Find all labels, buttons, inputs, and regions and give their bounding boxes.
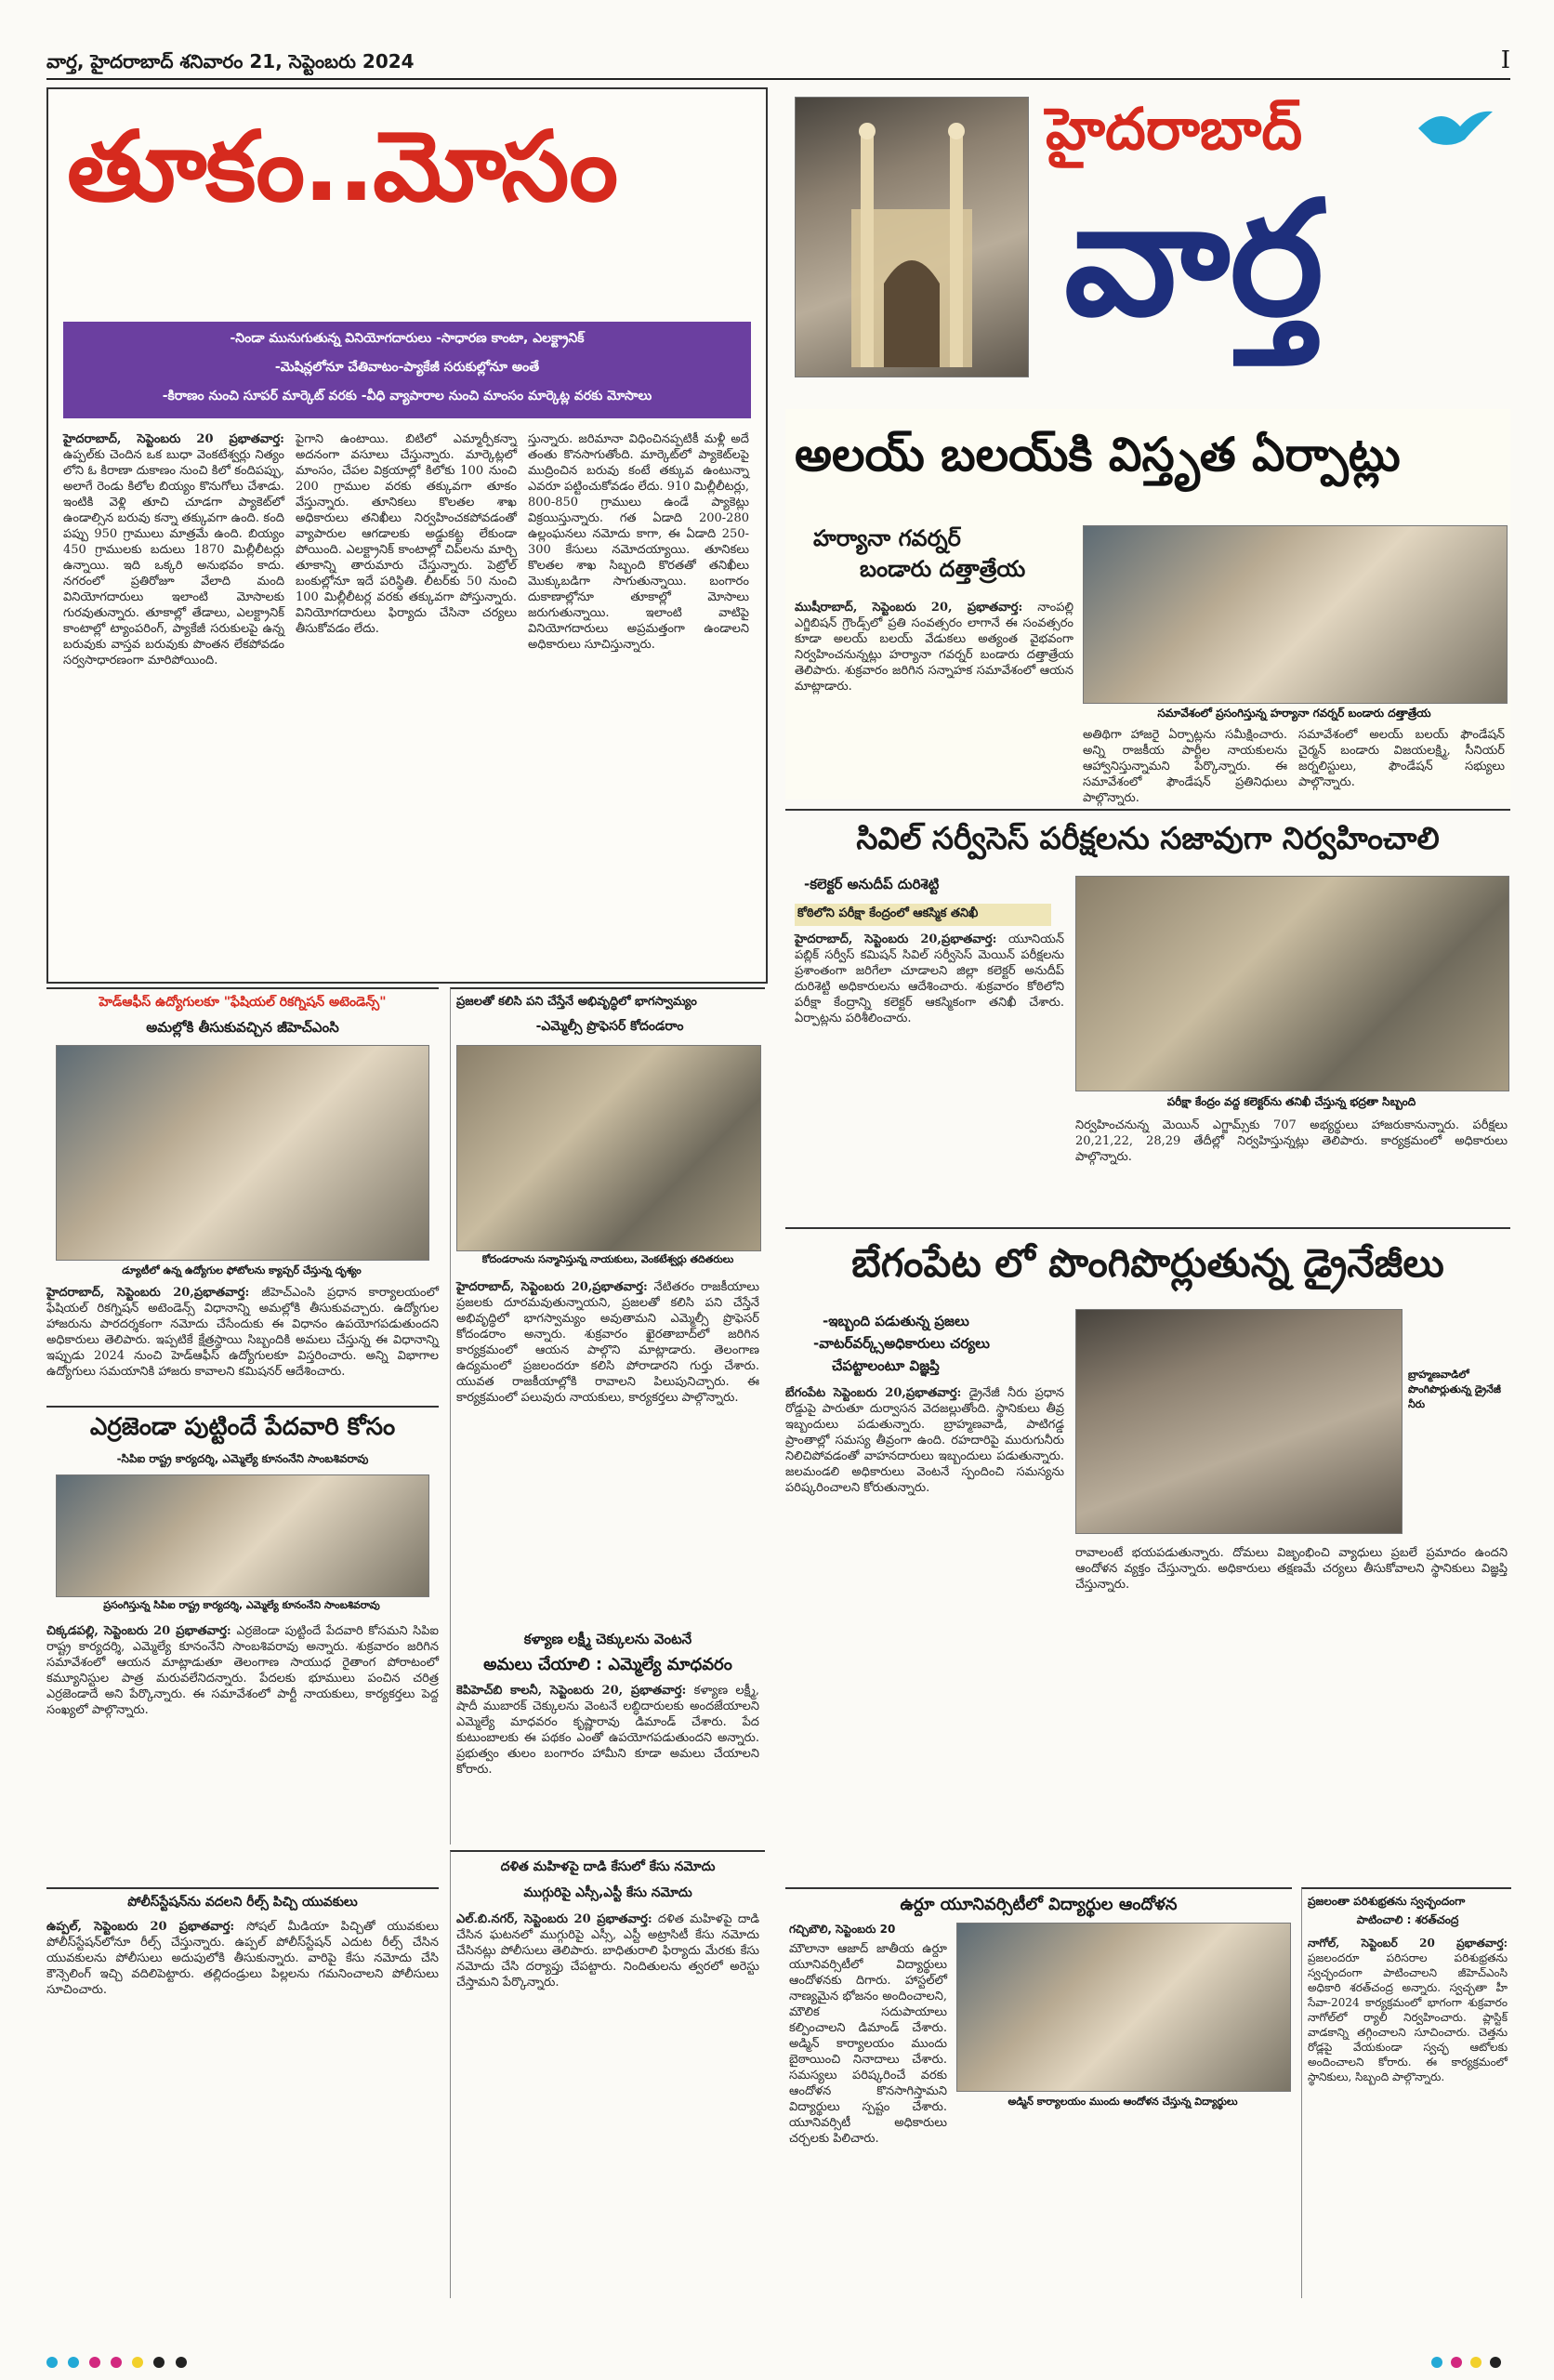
header-dateline: వార్త, హైదరాబాద్ శనివారం 21, సెప్టెంబరు 2024 bbox=[46, 50, 415, 73]
color-registration-bar-right bbox=[1431, 2354, 1510, 2369]
facial-headline: హెడ్ఆఫీస్ ఉద్యోగులకూ "ఫేషియల్ రికగ్నిషన్ అటెండెన్స్" bbox=[99, 995, 387, 1010]
masthead-city: హైదరాబాద్ bbox=[1046, 95, 1303, 163]
kalyana-text bbox=[456, 1683, 759, 1841]
lead-story bbox=[46, 87, 768, 984]
lead-col-2: పైగాని ఉంటాయి. బిటిలో ఎమ్మార్పీకన్నా అదనంగా వసూలు చేస్తున్నారు. మార్కెట్లలో మాంసం, చేపల విక్రయాల్లో కిలోకు 100 నుంచి 200 గ్రాముల వరకు తక్కువగా తూకం వేస్తున్నారు. తూనికలు కొలతల శాఖ అధికారులు తనిఖీలు నిర్వహించకపోవడంతో వ్యాపారుల ఆగడాలకు అడ్డుకట్ట లేకుండా పోయింది. ఎలక్ట్రానిక్ కాంటాల్లో చిప్‌లను మార్చి తూకాన్ని తారుమారు చేస్తున్నారు. పెట్రోల్ బంకుల్లోనూ ఇదే పరిస్థితి. లీటర్‌కు 50 నుంచి 100 మిల్లీలీటర్ల వరకు తక్కువగా పోస్తున్నారు. వినియోగదారులు ఫిర్యాదు చేసినా చర్యలు తీసుకోవడం లేదు. bbox=[296, 432, 517, 636]
bhasya-story bbox=[450, 987, 765, 1844]
praja-story bbox=[1301, 1887, 1511, 2298]
red-sub: -సిపిఐ రాష్ట్ర కార్యదర్శి, ఎమ్మెల్యే కూనంనేని సాంబశివరావు bbox=[116, 1452, 369, 1465]
black-dot bbox=[153, 2357, 165, 2368]
cyan-dot bbox=[46, 2357, 58, 2368]
lead-col-3: స్తున్నారు. జరిమానా విధించినప్పటికీ మళ్లీ అదే తంతు కొనసాగుతోంది. మార్కెట్‌లో ప్యాకెట్‌లపై ముద్రించిన బరువు కంటే తక్కువ ఉంటున్నా ఎవరూ పట్టించుకోవడం లేదు. 910 మిల్లీలీటర్లు, 800-850 గ్రాములు ఉండే ప్యాకెట్లు విక్రయిస్తున్నారు. గత ఏడాది 200-280 ఉల్లంఘనలు నమోదు కాగా, ఈ ఏడాది 250-300 కేసులు నమోదయ్యాయి. తూనికలు కొలతల శాఖ సిబ్బంది కొరతతో తనిఖీలు మొక్కుబడిగా సాగుతున్నాయి. బంగారం దుకాణాల్లోనూ తూకాల్లో మోసాలు జరుగుతున్నాయి. ఇలాంటి వాటిపై వినియోగదారులు అప్రమత్తంగా ఉండాలని అధికారులు సూచిస్తున్నారు. bbox=[528, 432, 749, 652]
lead-col-1-text: ఉప్పల్‌కు చెందిన ఒక బుధా వెంకటేశ్వర్లు నిత్యం లోని ఓ కిరాణా దుకాణం నుంచి కిలో కందిపప్పు, అలాగే రెండు కిలోల బియ్యం కొనుగోలు చేశాడు. ఇంటికి వెళ్లి తూచి చూడగా ప్యాకెట్‌లో ఉండాల్సిన బరువు కన్నా తక్కువగా ఉంది. కంది పప్పు 950 గ్రాములు మాత్రమే ఉంది. బియ్యం 450 గ్రాములకు బదులు 1870 మిల్లీలీటర్లు ఉన్నాయి. ఇది ఒక్కరి అనుభవం కాదు. నగరంలో ప్రతిరోజూ వేలాది మంది వినియోగదారులు ఇలాంటి మోసాలకు గురవుతున్నారు. తూకాల్లో తేడాలు, ఎలక్ట్రానిక్ కాంటాల్లో ట్యాంపరింగ్, ప్యాకేజీ సరుకులపై ఉన్న బరువుకు వాస్తవ బరువుకు పొంతన లేకపోవడం సర్వసాధారణంగా మారిపోయింది. bbox=[63, 448, 284, 668]
civil-text bbox=[795, 932, 1064, 1210]
alai-photo bbox=[1083, 525, 1508, 704]
dalitha-story bbox=[450, 1850, 765, 2298]
urdu-dateline: గచ్చిబౌలి, సెప్టెంబరు 20 bbox=[789, 1923, 896, 1936]
cyan-dot bbox=[68, 2357, 79, 2368]
kalyana-dateline: కెపిహెచ్‌బి కాలనీ, సెప్టెంబరు 20, ప్రభాతవార్త: bbox=[456, 1684, 687, 1698]
bhasya-sub: -ఎమ్మెల్సీ ప్రొఫెసర్ కోదండరాం bbox=[535, 1019, 684, 1034]
begumpet-sub-1: -ఇబ్బంది పడుతున్న ప్రజలు bbox=[823, 1313, 969, 1329]
alai-headline: అలయ్ బలయ్‌కి విస్తృత ఏర్పాట్లు bbox=[795, 428, 1401, 482]
yellow-dot bbox=[132, 2357, 143, 2368]
bhasya-text-body: నేటితరం రాజకీయాలు ప్రజలకు దూరమవుతున్నాయని, ప్రజలతో కలిసి పని చేస్తేనే అభివృద్ధిలో భాగస్వామ్యం అవుతామని ఎమ్మెల్సీ ప్రొఫెసర్ కోదండరాం అన్నారు. శుక్రవారం ఖైరతాబాద్‌లో జరిగిన కార్యక్రమంలో ఆయన పాల్గొని మాట్లాడారు. తెలంగాణ ఉద్యమంలో ప్రజలందరూ కలిసి పోరాడారని గుర్తు చేశారు. యువత రాజకీయాల్లోకి రావాలని పిలుపునిచ్చారు. ఈ కార్యక్రమంలో పలువురు నాయకులు, కార్యకర్తలు పాల్గొన్నారు. bbox=[456, 1280, 759, 1405]
civil-caption: పరీక్షా కేంద్రం వద్ద కలెక్టర్‌ను తనిఖీ చేస్తున్న భద్రతా సిబ్బంది bbox=[1166, 1095, 1416, 1108]
lead-subhead-2: -మెషిన్లలోనూ చేతివాటం-ప్యాకేజీ సరుకుల్లోనూ అంతే bbox=[274, 360, 540, 375]
dalitha-dateline: ఎల్.బి.నగర్, సెప్టెంబరు 20 ప్రభాతవార్త: bbox=[456, 1912, 652, 1926]
facial-dateline: హైదరాబాద్, సెప్టెంబరు 20,ప్రభాతవార్త: bbox=[46, 1286, 250, 1300]
lead-headline: తూకం..మోసం bbox=[67, 110, 617, 223]
civil-kicker: -కలెక్టర్ అనుదీప్ దురిశెట్టి bbox=[804, 876, 940, 892]
red-photo bbox=[56, 1474, 429, 1597]
red-text bbox=[46, 1623, 439, 1876]
magenta-dot bbox=[111, 2357, 122, 2368]
begumpet-text-body: డ్రైనేజీ నీరు ప్రధాన రోడ్డుపై పారుతూ దుర్వాసన వెదజల్లుతోంది. స్థానికులు తీవ్ర ఇబ్బందులు పడుతున్నారు. బ్రాహ్మణవాడి, పాటిగడ్డ ప్రాంతాల్లో సమస్య తీవ్రంగా ఉంది. రహదారిపై మురుగునీరు నిలిచిపోవడంతో వాహనదారులు ఇబ్బందులు పడుతున్నారు. జలమండలి అధికారులు వెంటనే స్పందించి సమస్యను పరిష్కరించాలని కోరుతున్నారు. bbox=[785, 1386, 1064, 1495]
lead-subhead-box bbox=[63, 322, 751, 418]
facial-caption: డ్యూటీలో ఉన్న ఉద్యోగుల ఫోటోలను క్యాప్చర్ చేస్తున్న దృశ్యం bbox=[122, 1264, 362, 1276]
facial-text-body: జీహెచ్ఎంసి ప్రధాన కార్యాలయంలో ఫేషియల్ రికగ్నిషన్ అటెండెన్స్ విధానాన్ని అమల్లోకి తీసుకువచ్చారు. ఉద్యోగుల హాజరును పారదర్శకంగా నమోదు చేసేందుకు ఈ విధానం ఉపయోగపడుతుందని అధికారులు తెలిపారు. ఇప్పటికే క్షేత్రస్థాయి సిబ్బందికి అమలు చేస్తున్న ఈ విధానాన్ని ఇప్పుడు 2024 నుంచి హెడ్ఆఫీస్ ఉద్యోగులకూ విస్తరించారు. అన్ని విభాగాల ఉద్యోగులు సమయానికి హాజరు కావాలని కమిషనర్ ఆదేశించారు. bbox=[46, 1286, 439, 1379]
civil-photo bbox=[1075, 876, 1509, 1091]
begumpet-text bbox=[785, 1385, 1064, 1869]
bhasya-dateline: హైదరాబాద్, సెప్టెంబరు 20,ప్రభాతవార్త: bbox=[456, 1280, 648, 1294]
masthead bbox=[785, 87, 1510, 394]
praja-text bbox=[1308, 1936, 1508, 2294]
dalitha-text bbox=[456, 1911, 759, 2283]
kalyana-text-body: కళ్యాణ లక్ష్మీ, షాదీ ముబారక్ చెక్కులను వెంటనే లబ్ధిదారులకు అందజేయాలని ఎమ్మెల్యే మాధవరం కృష్ణారావు డిమాండ్ చేశారు. పేద కుటుంబాలకు ఈ పథకం ఎంతో ఉపయోగపడుతుందని అన్నారు. ప్రభుత్వం తులం బంగారం హామీని కూడా అమలు చేయాలని కోరారు. bbox=[456, 1684, 759, 1777]
facial-story bbox=[46, 987, 439, 1402]
bhasya-caption: కోదండరాంను సన్మానిస్తున్న నాయకులు, వెంకటేశ్వర్లు తదితరులు bbox=[481, 1253, 734, 1265]
alai-caption: సమావేశంలో ప్రసంగిస్తున్న హర్యానా గవర్నర్ బండారు దత్తాత్రేయ bbox=[1157, 707, 1431, 720]
begumpet-text-2: రావాలంటే భయపడుతున్నారు. దోమలు విజృంభించి వ్యాధులు ప్రబలే ప్రమాదం ఉందని ఆందోళన వ్యక్తం చేస్తున్నారు. అధికారులు తక్షణమే చర్యలు తీసుకోవాలని స్థానికులు విజ్ఞప్తి చేస్తున్నారు. bbox=[1075, 1546, 1508, 1592]
alai-dateline: ముషీరాబాద్, సెప్టెంబరు 20, ప్రభాతవార్త: bbox=[795, 601, 1023, 615]
red-caption: ప్రసంగిస్తున్న సిపిఐ రాష్ట్ర కార్యదర్శి, ఎమ్మెల్యే కూనంనేని సాంబశివరావు bbox=[103, 1599, 380, 1611]
alai-kicker-2: బండారు దత్తాత్రేయ bbox=[860, 556, 1026, 582]
urdu-photo bbox=[956, 1923, 1291, 2092]
color-registration-bar bbox=[46, 2354, 1510, 2369]
civil-headline: సివిల్ సర్వీసెస్ పరీక్షలను సజావుగా నిర్వహించాలి bbox=[856, 820, 1440, 856]
yellow-dot bbox=[1470, 2357, 1482, 2368]
charminar-icon bbox=[796, 98, 1028, 377]
page-number: I bbox=[1500, 46, 1510, 74]
police-headline: పోలీస్‌స్టేషన్‌ను వదలని రీల్స్ పిచ్చి యువకులు bbox=[127, 1895, 358, 1910]
praja-headline-1: ప్రజలంతా పరిశుభ్రతను స్వచ్ఛందంగా bbox=[1308, 1895, 1466, 1908]
dalitha-sub: ముగ్గురిపై ఎస్సీ,ఎస్టీ కేసు నమోదు bbox=[523, 1885, 692, 1900]
kalyana-headline-2: అమలు చేయాలి : ఎమ్మెల్యే మాధవరం bbox=[483, 1655, 732, 1674]
begumpet-story bbox=[785, 1227, 1510, 1880]
civil-text-body: యూనియన్ పబ్లిక్ సర్వీస్ కమిషన్ సివిల్ సర్వీసెస్ మెయిన్ పరీక్షలను ప్రశాంతంగా జరిగేలా చూడాలని జిల్లా కలెక్టర్ అనుదీప్ దురిశెట్టి అధికారులను ఆదేశించారు. శుక్రవారం కోఠిలోని పరీక్షా కేంద్రాన్ని కలెక్టర్ ఆకస్మికంగా తనిఖీ చేశారు. ఏర్పాట్లను పరిశీలించారు. bbox=[795, 932, 1064, 1025]
bhasya-photo bbox=[456, 1045, 761, 1251]
urdu-headline: ఉర్దూ యూనివర్సిటీలో విద్యార్థుల ఆందోళన bbox=[900, 1895, 1178, 1914]
masthead-title: వార్త bbox=[1064, 167, 1324, 351]
civil-story bbox=[785, 809, 1510, 1220]
begumpet-dateline: బేగంపేట సెప్టెంబరు 20,ప్రభాతవార్త: bbox=[785, 1386, 962, 1400]
black-dot bbox=[176, 2357, 187, 2368]
dalitha-headline: దళిత మహిళపై దాడి కేసులో కేసు నమోదు bbox=[500, 1859, 716, 1874]
begumpet-headline: బేగంపేట లో పొంగిపొర్లుతున్న డ్రైనేజీలు bbox=[851, 1240, 1444, 1286]
begumpet-photo bbox=[1075, 1309, 1403, 1534]
police-story bbox=[46, 1887, 439, 2298]
alai-story bbox=[785, 409, 1510, 805]
lead-subhead-1: -నిండా మునుగుతున్న వినియోగదారులు -సాధారణ కాంటా, ఎలక్ట్రానిక్ bbox=[230, 331, 585, 346]
red-headline: ఎర్రజెండా పుట్టిందే పేదవారి కోసం bbox=[89, 1413, 396, 1441]
civil-subkicker: కోఠిలోని పరీక్షా కేంద్రంలో ఆకస్మిక తనిఖీ bbox=[795, 904, 1051, 926]
police-text-body: సోషల్ మీడియా పిచ్చితో యువకులు పోలీస్‌స్టేషన్‌లోనూ రీల్స్ చేస్తున్నారు. ఉప్పల్ పోలీస్‌స్టేషన్ ఎదుట రీల్స్ చేసిన యువకులను పోలీసులు అదుపులోకి తీసుకున్నారు. వారిపై కేసు నమోదు చేసి కౌన్సెలింగ్ ఇచ్చి వదిలిపెట్టారు. తల్లిదండ్రులు పిల్లలను గమనించాలని పోలీసులు సూచించారు. bbox=[46, 1920, 440, 1997]
bhasya-text bbox=[456, 1279, 759, 1651]
police-text bbox=[46, 1919, 439, 2291]
facial-photo bbox=[56, 1045, 429, 1261]
urdu-text: మౌలానా ఆజాద్ జాతీయ ఉర్దూ యూనివర్సిటీలో విద్యార్థులు ఆందోళనకు దిగారు. హాస్టల్‌లో నాణ్యమైన భోజనం అందించాలని, మౌలిక సదుపాయాలు కల్పించాలని డిమాండ్ చేశారు. అడ్మిన్ కార్యాలయం ముందు బైఠాయించి నినాదాలు చేశారు. సమస్యలు పరిష్కరించే వరకు ఆందోళన కొనసాగిస్తామని విద్యార్థులు స్పష్టం చేశారు. యూనివర్సిటీ అధికారులు చర్చలకు పిలిచారు. bbox=[789, 1942, 947, 2146]
bhasya-headline: ప్రజలతో కలిసి పని చేస్తేనే అభివృద్ధిలో భాగస్వామ్యం bbox=[456, 995, 697, 1009]
page-header bbox=[46, 46, 1510, 80]
red-dateline: చిక్కడపల్లి, సెప్టెంబరు 20 ప్రభాతవార్త: bbox=[46, 1624, 231, 1638]
civil-text-2: నిర్వహించనున్న మెయిన్ ఎగ్జామ్స్‌కు 707 అభ్యర్థులు హాజరుకానున్నారు. పరీక్షలు 20,21,22, 28,29 తేదీల్లో నిర్వహిస్తున్నట్లు తెలిపారు. కార్యక్రమంలో అధికారులు పాల్గొన్నారు. bbox=[1075, 1118, 1508, 1164]
police-dateline: ఉప్పల్, సెప్టెంబరు 20 ప్రభాతవార్త: bbox=[46, 1920, 235, 1934]
praja-headline-2: పాటించాలి : శరత్‌చంద్ర bbox=[1356, 1913, 1459, 1926]
cyan-dot bbox=[1431, 2357, 1442, 2368]
lead-subhead-3: -కిరాణం నుంచి సూపర్ మార్కెట్ వరకు -వీధి వ్యాపారాల నుంచి మాంసం మార్కెట్ల వరకు మోసాలు bbox=[162, 389, 652, 403]
alai-text-1-body: నాంపల్లి ఎగ్జిబిషన్ గ్రౌండ్స్‌లో ప్రతి సంవత్సరం లాగానే ఈ సంవత్సరం కూడా అలయ్ బలయ్ వేడుకలు అత్యంత వైభవంగా నిర్వహించనున్నట్లు హర్యానా గవర్నర్ బండారు దత్తాత్రేయ తెలిపారు. శుక్రవారం జరిగిన సన్నాహక సమావేశంలో ఆయన మాట్లాడారు. bbox=[795, 601, 1073, 694]
begumpet-sub-2: -వాటర్‌వర్క్స్అధికారులు చర్యలు bbox=[813, 1335, 990, 1352]
kalyana-headline-1: కళ్యాణ లక్ష్మీ చెక్కులను వెంటనే bbox=[523, 1631, 692, 1647]
charminar-photo bbox=[795, 97, 1029, 377]
lead-col-1 bbox=[63, 431, 284, 971]
praja-text-body: ప్రజలందరూ పరిసరాల పరిశుభ్రతను స్వచ్ఛందంగా పాటించాలని జీహెచ్ఎంసి అధికారి శరత్‌చంద్ర అన్నారు. స్వచ్ఛతా హీ సేవా-2024 కార్యక్రమంలో భాగంగా శుక్రవారం నాగోల్‌లో ర్యాలీ నిర్వహించారు. ప్లాస్టిక్ వాడకాన్ని తగ్గించాలని సూచించారు. చెత్తను రోడ్లపై వేయకుండా స్వచ్ఛ ఆటోలకు అందించాలని కోరారు. ఈ కార్యక్రమంలో స్థానికులు, సిబ్బంది పాల్గొన్నారు. bbox=[1308, 1951, 1508, 2083]
begumpet-photo-caption: బ్రాహ్మణవాడిలో పొంగిపొర్లుతున్న డ్రైనేజీ నీరు bbox=[1408, 1368, 1501, 1410]
magenta-dot bbox=[89, 2357, 100, 2368]
lead-dateline: హైదరాబాద్, సెప్టెంబరు 20 ప్రభాతవార్త: bbox=[63, 432, 284, 446]
red-text-body: ఎర్రజెండా పుట్టిందే పేదవారి కోసమని సిపిఐ రాష్ట్ర కార్యదర్శి, ఎమ్మెల్యే కూనంనేని సాంబశివరావు అన్నారు. శుక్రవారం జరిగిన సమావేశంలో ఆయన మాట్లాడుతూ తెలంగాణ సాయుధ రైతాంగ పోరాటంలో కమ్యూనిస్టుల పాత్ర మరువలేనిదన్నారు. పేదలకు భూములు పంచిన చరిత్ర ఎర్రజెండాదే అని పేర్కొన్నారు. ఈ సమావేశంలో పార్టీ నాయకులు, కార్యకర్తలు పెద్ద సంఖ్యలో పాల్గొన్నారు. bbox=[46, 1624, 440, 1717]
urdu-story bbox=[785, 1887, 1292, 2298]
alai-text-3: సమావేశంలో అలయ్ బలయ్ ఫౌండేషన్ చైర్మన్ బండారు విజయలక్ష్మి, సీనియర్ జర్నలిస్టులు, ఫౌండేషన్ సభ్యులు పాల్గొన్నారు. bbox=[1298, 728, 1505, 789]
praja-dateline: నాగోల్, సెప్టెంబర్ 20 ప్రభాతవార్త: bbox=[1308, 1937, 1508, 1950]
black-dot bbox=[1490, 2357, 1501, 2368]
civil-dateline: హైదరాబాద్, సెప్టెంబరు 20,ప్రభాతవార్త: bbox=[795, 932, 997, 946]
alai-text-2: అతిథిగా హాజరై ఏర్పాట్లను సమీక్షించారు. అన్ని రాజకీయ పార్టీల నాయకులను ఆహ్వానిస్తున్నామని పేర్కొన్నారు. ఈ సమావేశంలో ఫౌండేషన్ ప్రతినిధులు పాల్గొన్నారు. bbox=[1083, 728, 1287, 805]
bird-icon bbox=[1414, 100, 1497, 156]
urdu-caption: అడ్మిన్ కార్యాలయం ముందు ఆందోళన చేస్తున్న విద్యార్థులు bbox=[1007, 2096, 1238, 2108]
alai-kicker-1: హర్యానా గవర్నర్ bbox=[813, 525, 961, 551]
alai-text-1 bbox=[795, 600, 1073, 711]
magenta-dot bbox=[1451, 2357, 1462, 2368]
facial-text bbox=[46, 1285, 439, 1400]
facial-sub: అమల్లోకి తీసుకువచ్చిన జీహెచ్ఎంసి bbox=[146, 1019, 339, 1036]
begumpet-sub-3: చేపట్టాలంటూ విజ్ఞప్తి bbox=[832, 1357, 940, 1374]
dalitha-text-body: దళిత మహిళపై దాడి చేసిన ఘటనలో ముగ్గురిపై ఎస్సీ, ఎస్టీ అట్రాసిటీ కేసు నమోదు చేసినట్లు పోలీసులు తెలిపారు. బాధితురాలి ఫిర్యాదు మేరకు కేసు నమోదు చేసి దర్యాప్తు చేపట్టారు. నిందితులను త్వరలో అరెస్టు చేస్తామని పేర్కొన్నారు. bbox=[456, 1912, 759, 1990]
red-story bbox=[46, 1406, 439, 1882]
